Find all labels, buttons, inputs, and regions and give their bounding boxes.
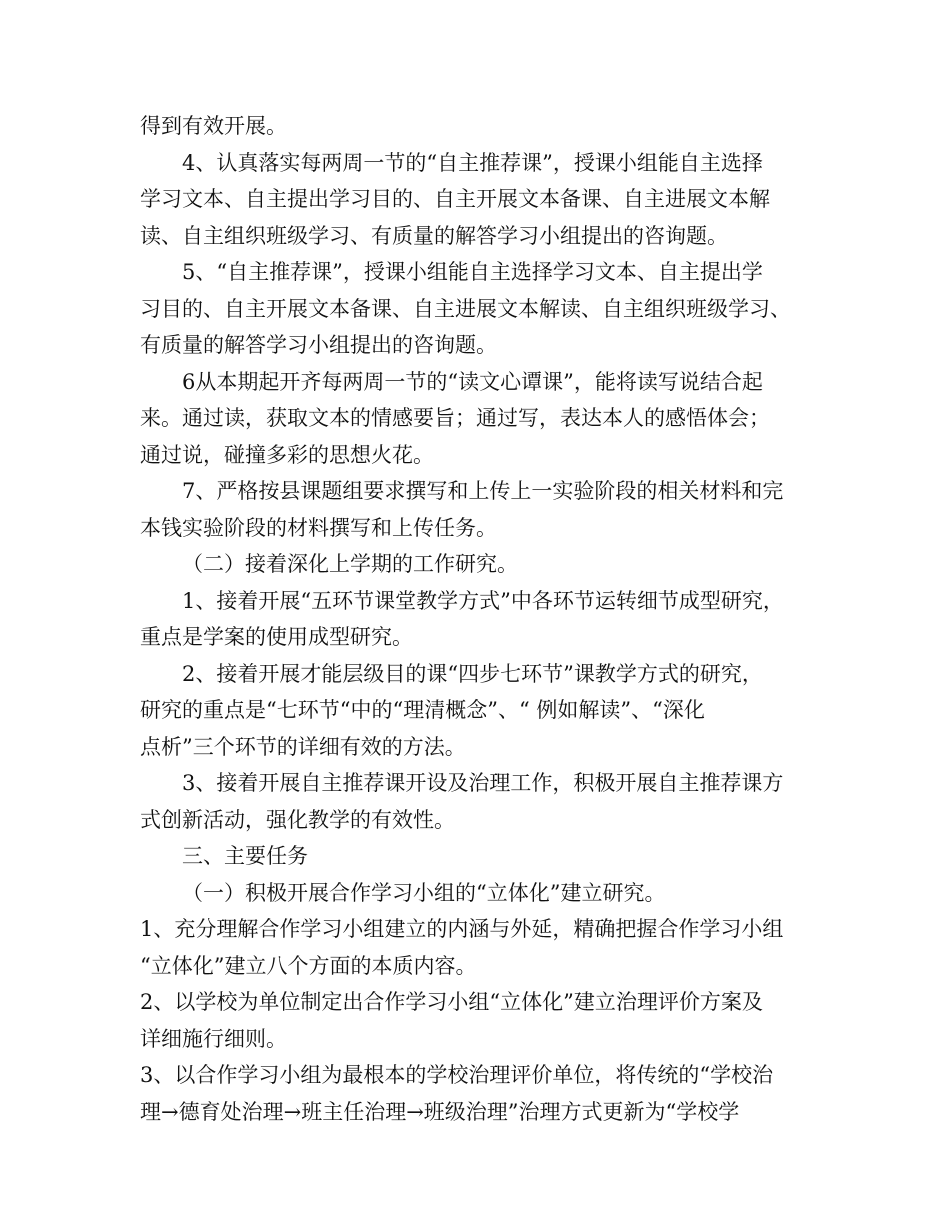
text-line: 7、严格按县课题组要求撰写和上传上一实验阶段的相关材料和完 (182, 479, 784, 503)
text-line: 2、以学校为单位制定出合作学习小组“立体化”建立治理评价方案及 (140, 990, 763, 1014)
text-line: 重点是学案的使用成型研究。 (140, 625, 413, 649)
text-line: 式创新活动，强化教学的有效性。 (140, 807, 455, 832)
text-line: 5、“自主推荐课”，授课小组能自主选择学习文本、自主提出学 (182, 260, 763, 284)
text-line: 习目的、自主开展文本备课、自主进展文本解读、自主组织班级学习、 (140, 296, 791, 321)
text-line: 有质量的解答学习小组提出的咨询题。 (140, 333, 497, 357)
text-line: 1、接着开展“五环节课堂教学方式”中各环节运转细节成型研究， (182, 588, 784, 613)
document-body (140, 108, 840, 1130)
section-heading: （一）积极开展合作学习小组的“立体化”建立研究。 (182, 880, 666, 905)
text-line: 3、接着开展自主推荐课开设及治理工作，积极开展自主推荐课方 (182, 771, 784, 795)
section-heading: 三、主要任务 (182, 844, 308, 868)
text-line: 得到有效开展。 (140, 114, 287, 138)
text-line: 本钱实验阶段的材料撰写和上传任务。 (140, 515, 497, 540)
text-line: 详细施行细则。 (140, 1026, 287, 1051)
section-heading: （二）接着深化上学期的工作研究。 (182, 552, 518, 576)
text-line: 4、认真落实每两周一节的“自主推荐课”，授课小组能自主选择 (182, 150, 763, 175)
text-line: 点析”三个环节的详细有效的方法。 (140, 734, 466, 759)
text-line: 学习文本、自主提出学习目的、自主开展文本备课、自主进展文本解 (140, 187, 770, 211)
text-line: “立体化”建立八个方面的本质内容。 (140, 953, 477, 978)
text-line: 来。通过读，获取文本的情感要旨；通过写，表达本人的感悟体会； (140, 406, 770, 430)
text-line: 研究的重点是“七环节“中的“理清概念”、“ 例如解读”、“深化 (140, 698, 705, 722)
text-line: 3、以合作学习小组为最根本的学校治理评价单位，将传统的“学校治 (140, 1063, 774, 1087)
text-line: 理→德育处治理→班主任治理→班级治理”治理方式更新为“学校学 (140, 1099, 740, 1124)
text-line: 通过说，碰撞多彩的思想火花。 (140, 442, 434, 467)
text-line: 6从本期起开齐每两周一节的“读文心谭课”，能将读写说结合起 (182, 369, 763, 394)
text-line: 1、充分理解合作学习小组建立的内涵与外延，精确把握合作学习小组 (140, 917, 784, 941)
text-line: 2、接着开展才能层级目的课“四步七环节”课教学方式的研究， (182, 661, 763, 686)
text-line: 读、自主组织班级学习、有质量的解答学习小组提出的咨询题。 (140, 223, 728, 248)
